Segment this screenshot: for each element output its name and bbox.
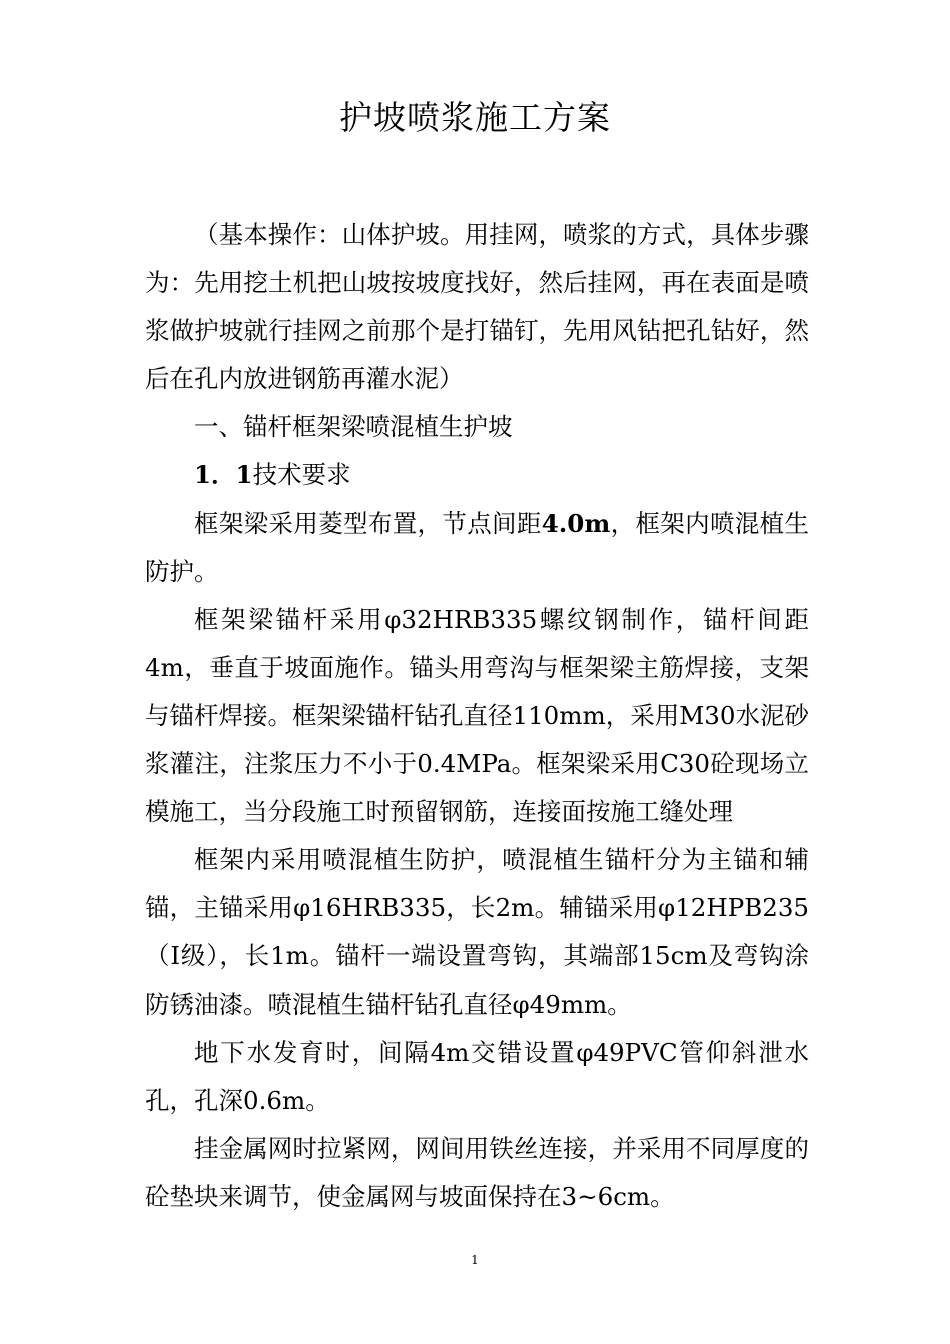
document-title: 护坡喷浆施工方案 [339, 98, 611, 137]
drainage-paragraph: 地下水发育时，间隔4m交错设置φ49PVC管仰斜泄水孔，孔深0.6m。 [145, 1037, 809, 1115]
page-number: 1 [471, 1253, 479, 1267]
node-spacing-value: 4.0m [541, 508, 611, 538]
frame-layout-text-start: 框架梁采用菱型布置，节点间距 [194, 508, 542, 538]
frame-layout-paragraph [145, 500, 809, 596]
metal-mesh-paragraph: 挂金属网时拉紧网，网间用铁丝连接，并采用不同厚度的砼垫块来调节，使金属网与坡面保持在3~6cm。 [145, 1133, 809, 1211]
spray-protection-paragraph: 框架内采用喷混植生防护，喷混植生锚杆分为主锚和辅锚，主锚采用φ16HRB335，长2m。辅锚采用φ12HPB235（I级），长1m。锚杆一端设置弯钩，其端部15cm及弯钩涂防锈油漆。喷混植生锚杆钻孔直径φ49mm。 [145, 845, 809, 1019]
subsection-title: 技术要求 [252, 460, 351, 490]
frame-layout-text-end: ，框架内喷混植生防护。 [145, 508, 810, 586]
section-heading: 一、锚杆框架梁喷混植生护坡 [194, 412, 513, 442]
subsection-number: 1．1 [194, 460, 253, 490]
anchor-spec-paragraph: 框架梁锚杆采用φ32HRB335螺纹钢制作，锚杆间距4m，垂直于坡面施作。锚头用弯沟与框架梁主筋焊接，支架与锚杆焊接。框架梁锚杆钻孔直径110mm，采用M30水泥砂浆灌注，注浆压力不小于0.4MPa。框架梁采用C30砼现场立模施工，当分段施工时预留钢筋，连接面按施工缝处理 [145, 604, 809, 827]
subsection-heading [145, 451, 809, 499]
document-body [145, 211, 809, 1221]
intro-paragraph: （基本操作：山体护坡。用挂网，喷浆的方式，具体步骤为：先用挖土机把山坡按坡度找好，然后挂网，再在表面是喷浆做护坡就行挂网之前那个是打锚钉，先用风钻把孔钻好，然后在孔内放进钢筋再灌水泥） [145, 220, 809, 394]
